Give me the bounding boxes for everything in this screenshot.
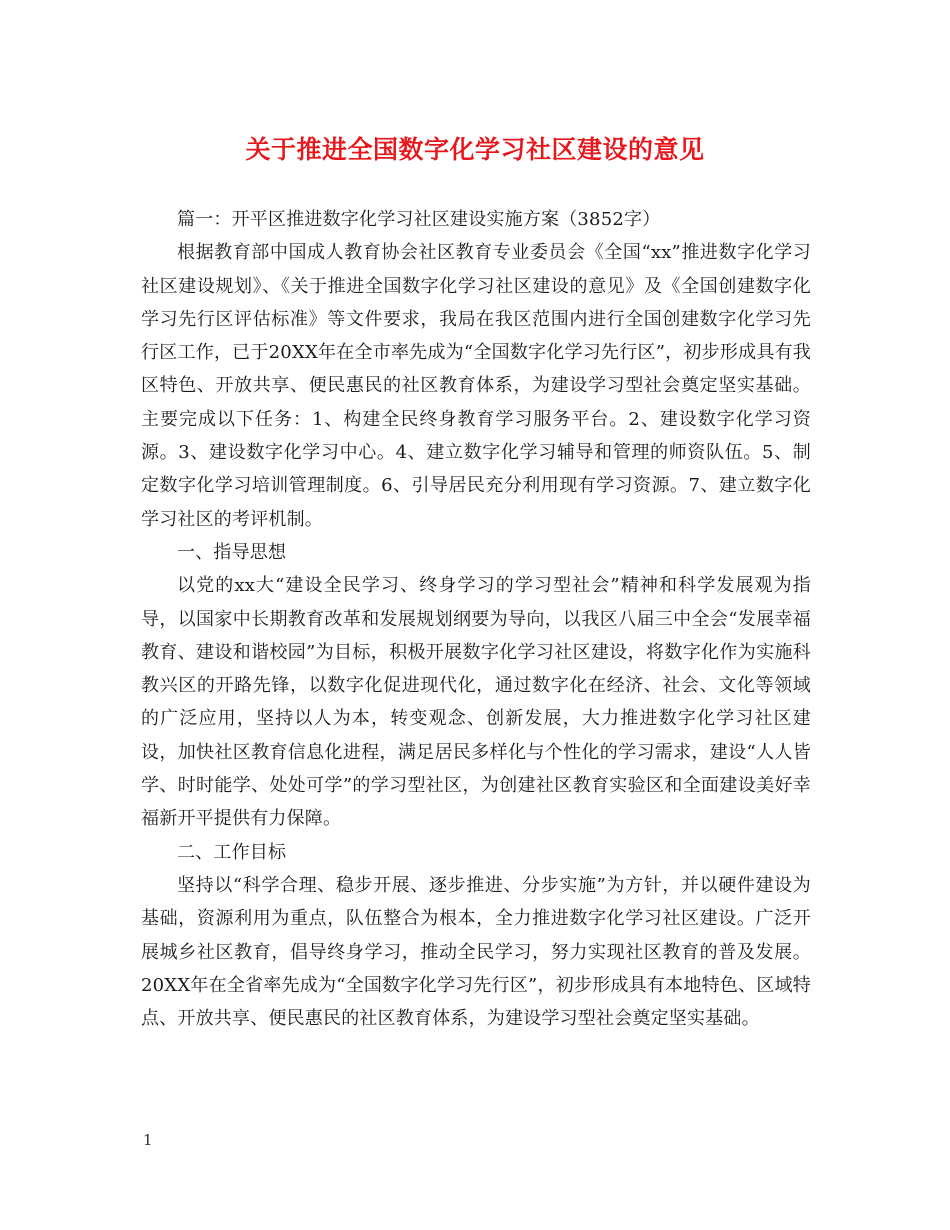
document-title: 关于推进全国数字化学习社区建设的意见	[245, 135, 705, 164]
paragraph-article-heading: 篇一：开平区推进数字化学习社区建设实施方案（3852字）	[177, 209, 661, 230]
paragraph-intro: 根据教育部中国成人教育协会社区教育专业委员会《全国“xx”推进数字化学习社区建设规划》、《关于推进全国数字化学习社区建设的意见》及《全国创建数字化学习先行区评估标准》等文件要求，我局在我区范围内进行全国创建数字化学习先行区工作，已于20XX年在全市率先成为“全国数字化学习先行区”，初步形成具有我区特色、开放共享、便民惠民的社区教育体系，为建设学习型社会奠定坚实基础。主要完成以下任务：1、构建全民终身教育学习服务平台。2、建设数字化学习资源。3、建设数字化学习中心。4、建立数字化学习辅导和管理的师资队伍。5、制定数字化学习培训管理制度。6、引导居民充分利用现有学习资源。7、建立数字化学习社区的考评机制。	[141, 242, 811, 530]
paragraph-guiding-ideology: 以党的xx大“建设全民学习、终身学习的学习型社会”精神和科学发展观为指导，以国家中长期教育改革和发展规划纲要为导向，以我区八届三中全会“发展幸福教育、建设和谐校园”为目标，积极开展数字化学习社区建设，将数字化作为实施科教兴区的开路先锋，以数字化促进现代化，通过数字化在经济、社会、文化等领域的广泛应用，坚持以人为本，转变观念、创新发展，大力推进数字化学习社区建设，加快社区教育信息化进程，满足居民多样化与个性化的学习需求，建设“人人皆学、时时能学、处处可学”的学习型社区，为创建社区教育实验区和全面建设美好幸福新开平提供有力保障。	[141, 575, 811, 830]
section-heading-guiding-ideology: 一、指导思想	[177, 541, 287, 563]
paragraph-work-goals: 坚持以“科学合理、稳步开展、逐步推进、分步实施”为方针，并以硬件建设为基础，资源利用为重点，队伍整合为根本，全力推进数字化学习社区建设。广泛开展城乡社区教育，倡导终身学习，推动全民学习，努力实现社区教育的普及发展。20XX年在全省率先成为“全国数字化学习先行区”，初步形成具有本地特色、区域特点、开放共享、便民惠民的社区教育体系，为建设学习型社会奠定坚实基础。	[141, 874, 811, 1030]
page-number: 1	[143, 1131, 153, 1149]
document-body	[141, 203, 811, 1035]
section-heading-work-goals: 二、工作目标	[177, 841, 287, 863]
